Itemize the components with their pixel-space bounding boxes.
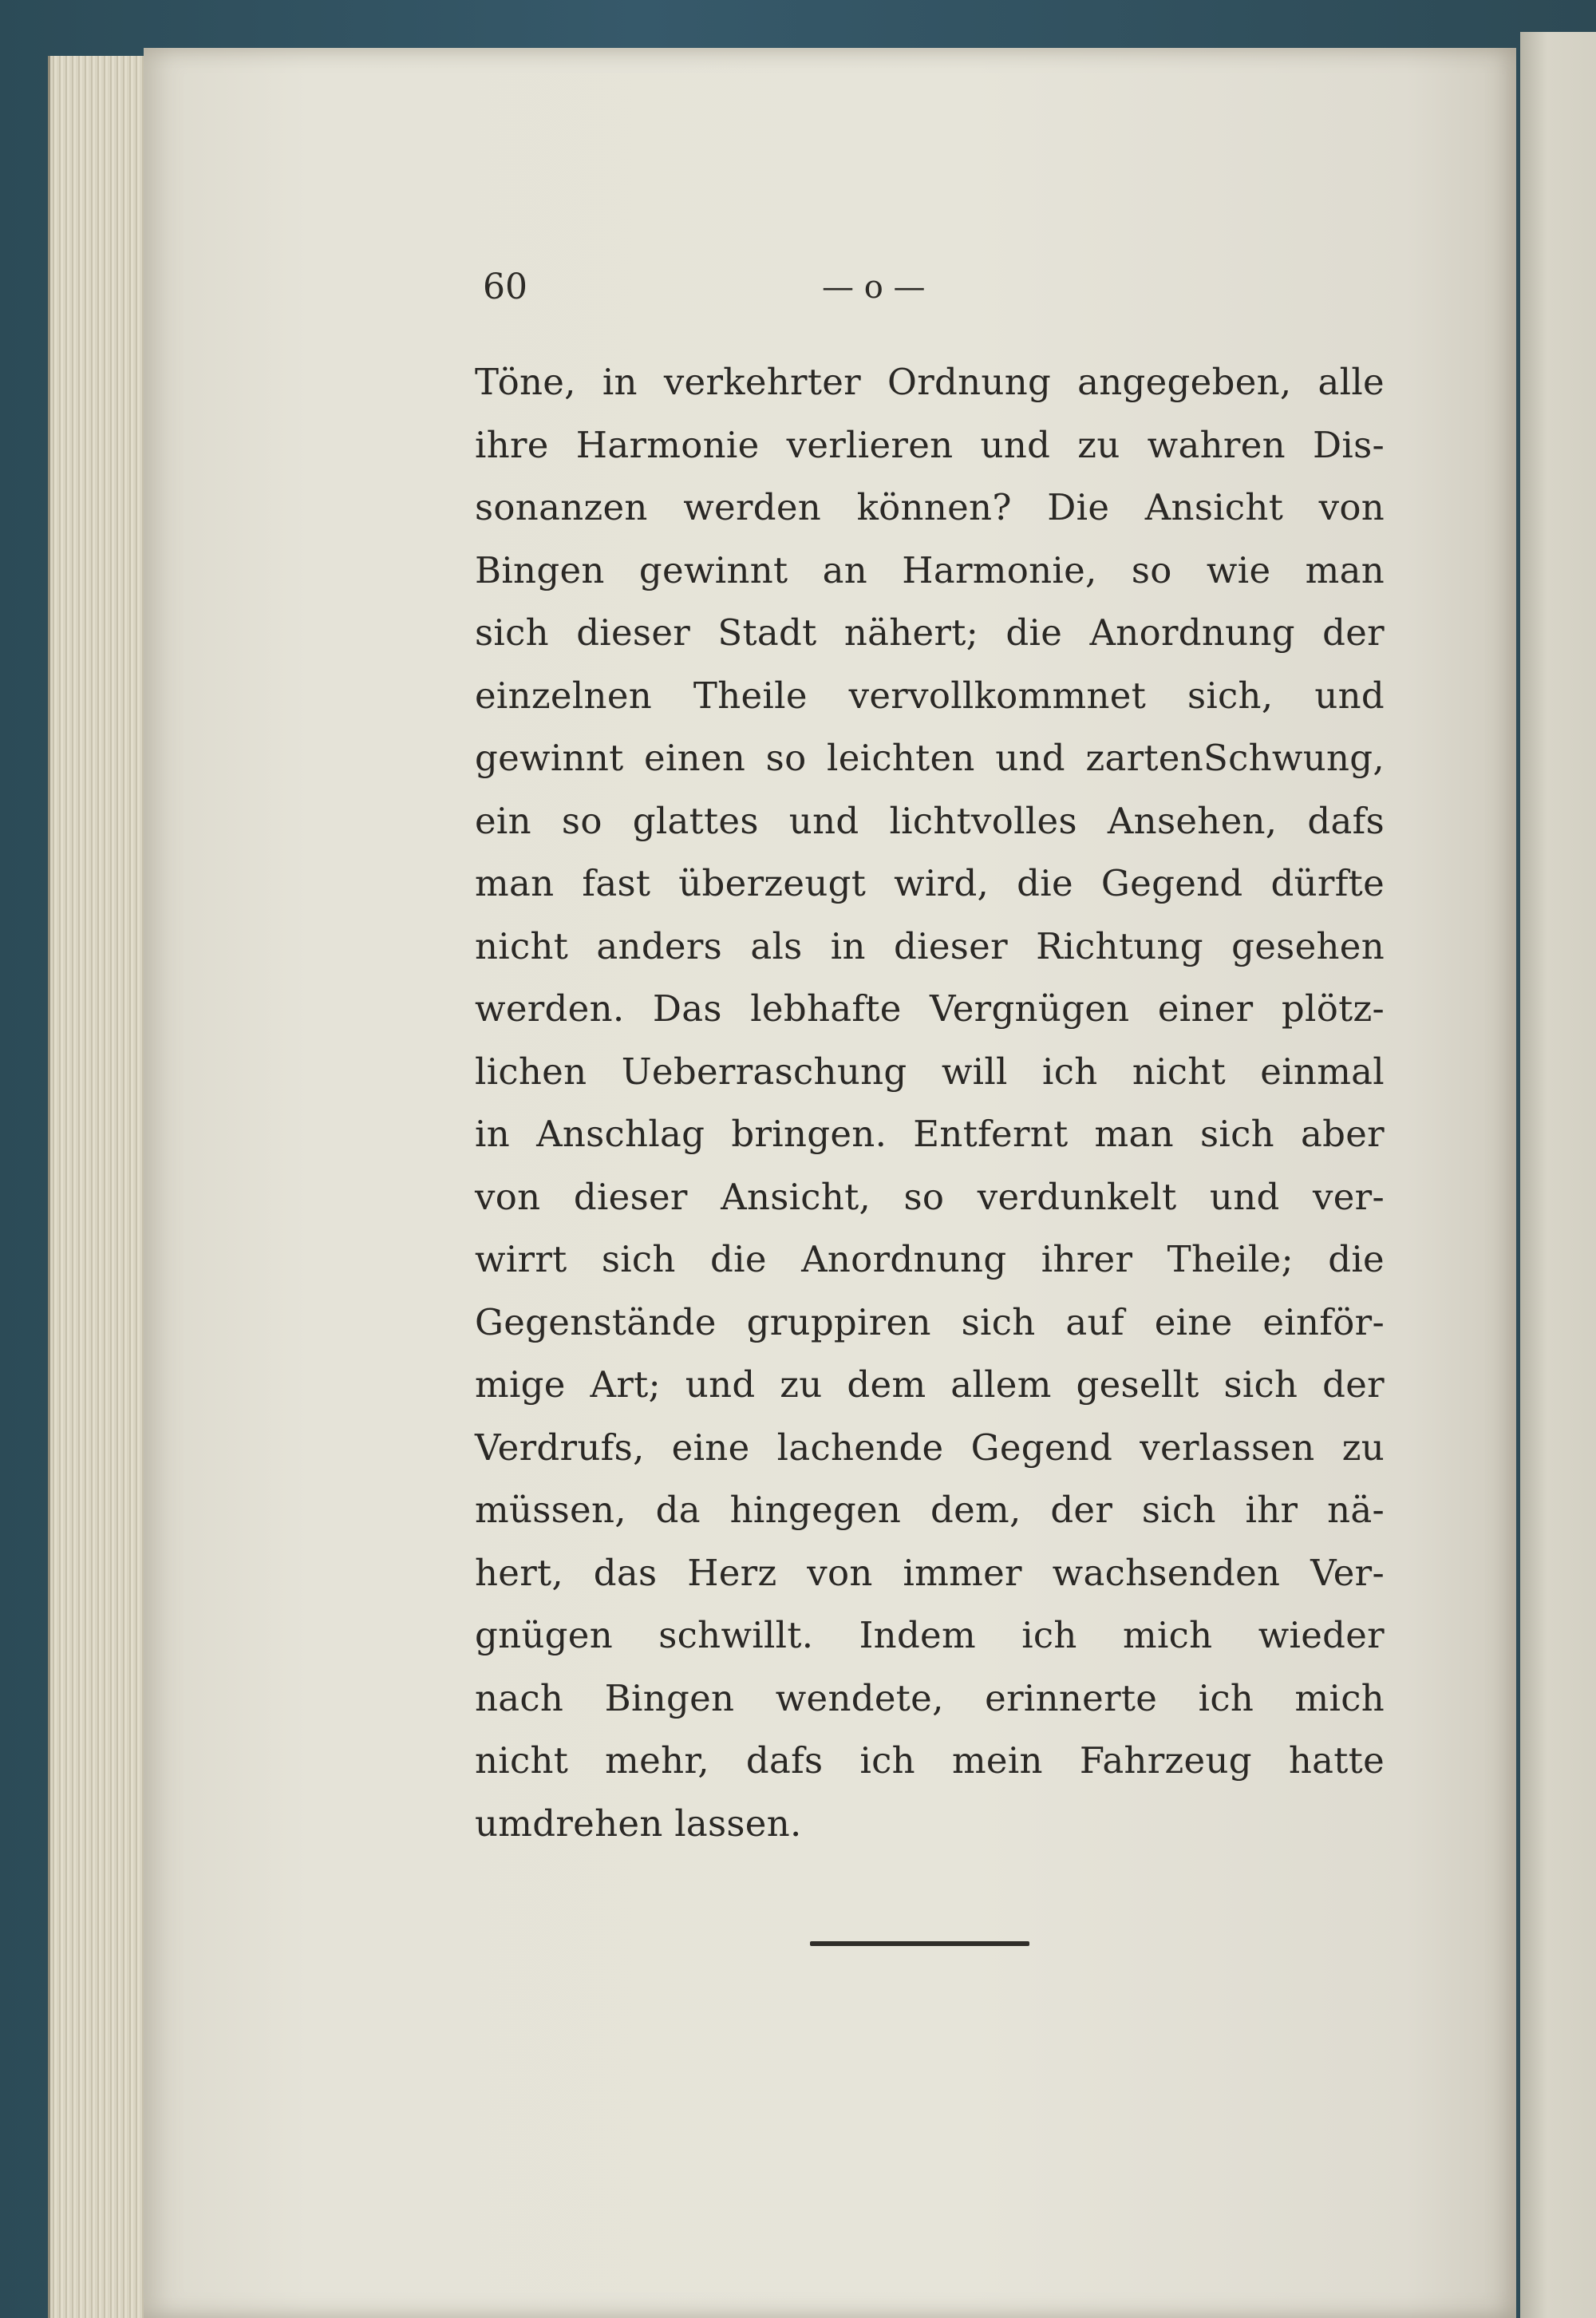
text-line: lichen Ueberraschung will ich nicht einmal bbox=[475, 1050, 1385, 1093]
page-number: 60 bbox=[483, 267, 527, 307]
text-line: nach Bingen wendete, erinnerte ich mich bbox=[475, 1676, 1385, 1719]
text-line: nicht anders als in dieser Richtung gesehen bbox=[475, 924, 1385, 967]
text-line: wirrt sich die Anordnung ihrer Theile; die bbox=[475, 1238, 1385, 1280]
running-head: — o — bbox=[822, 269, 926, 306]
text-line: man fast überzeugt wird, die Gegend dürfte bbox=[475, 862, 1385, 904]
body-text bbox=[475, 351, 1385, 1855]
text-line: nicht mehr, dafs ich mein Fahrzeug hatte bbox=[475, 1739, 1385, 1782]
text-line: werden. Das lebhafte Vergnügen einer plötz- bbox=[475, 987, 1385, 1030]
text-line: sonanzen werden können? Die Ansicht von bbox=[475, 486, 1385, 528]
text-line: sich dieser Stadt nähert; die Anordnung der bbox=[475, 611, 1385, 654]
text-line: von dieser Ansicht, so verdunkelt und ver- bbox=[475, 1175, 1385, 1218]
text-line: hert, das Herz von immer wachsenden Ver- bbox=[475, 1551, 1385, 1594]
text-line-last: umdrehen lassen. bbox=[475, 1802, 802, 1845]
text-line: mige Art; und zu dem allem gesellt sich der bbox=[475, 1363, 1385, 1406]
text-line: gnügen schwillt. Indem ich mich wieder bbox=[475, 1614, 1385, 1656]
text-line: Verdrufs, eine lachende Gegend verlassen zu bbox=[475, 1426, 1385, 1469]
next-page-edge bbox=[1520, 32, 1596, 2318]
text-line: Bingen gewinnt an Harmonie, so wie man bbox=[475, 548, 1385, 591]
text-line: müssen, da hingegen dem, der sich ihr nä- bbox=[475, 1489, 1385, 1531]
text-line: ein so glattes und lichtvolles Ansehen, dafs bbox=[475, 799, 1385, 842]
end-rule bbox=[810, 1941, 1029, 1946]
page-header bbox=[483, 263, 1065, 311]
text-line: in Anschlag bringen. Entfernt man sich aber bbox=[475, 1113, 1385, 1155]
text-line: Töne, in verkehrter Ordnung angegeben, alle bbox=[475, 361, 1385, 403]
text-line: ihre Harmonie verlieren und zu wahren Dis- bbox=[475, 423, 1385, 466]
text-line: gewinnt einen so leichten und zartenSchwung, bbox=[475, 737, 1385, 779]
text-line: Gegenstände gruppiren sich auf eine einför- bbox=[475, 1300, 1385, 1343]
text-line: einzelnen Theile vervollkommnet sich, und bbox=[475, 674, 1385, 717]
